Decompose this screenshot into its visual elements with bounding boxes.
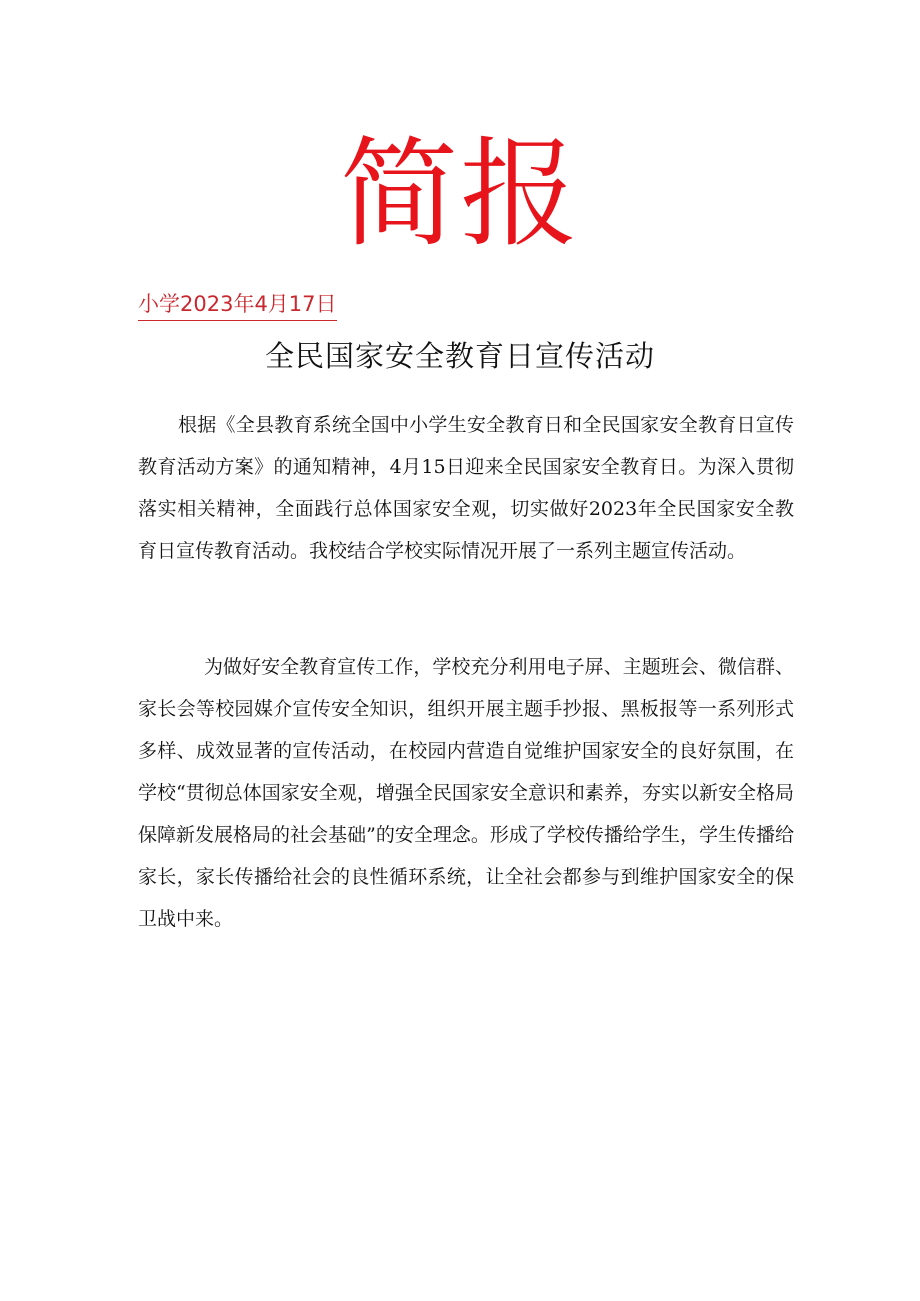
headline: 全民国家安全教育日宣传活动 [264,339,655,373]
body-paragraph: 根据《全县教育系统全国中小学生安全教育日和全民国家安全教育日宣传教育活动方案》的通知精神，4月15日迎来全民国家安全教育日。为深入贯彻落实相关精神，全面践行总体国家安全观，切实做好2023年全民国家安全教育日宣传教育活动。我校结合学校实际情况开展了一系列主题宣传活动。 [138,414,794,562]
masthead-title: 简报 [339,125,580,263]
dateline: 小学2023年4月17日 [138,290,337,321]
body-paragraph: 为做好安全教育宣传工作，学校充分利用电子屏、主题班会、微信群、家长会等校园媒介宣传安全知识，组织开展主题手抄报、黑板报等一系列形式多样、成效显著的宣传活动，在校园内营造自觉维护国家安全的良好氛围，在学校“贯彻总体国家安全观，增强全民国家安全意识和素养，夯实以新安全格局保障新发展格局的社会基础”的安全理念。形成了学校传播给学生，学生传播给家长，家长传播给社会的良性循环系统，让全社会都参与到维护国家安全的保卫战中来。 [138,656,794,930]
